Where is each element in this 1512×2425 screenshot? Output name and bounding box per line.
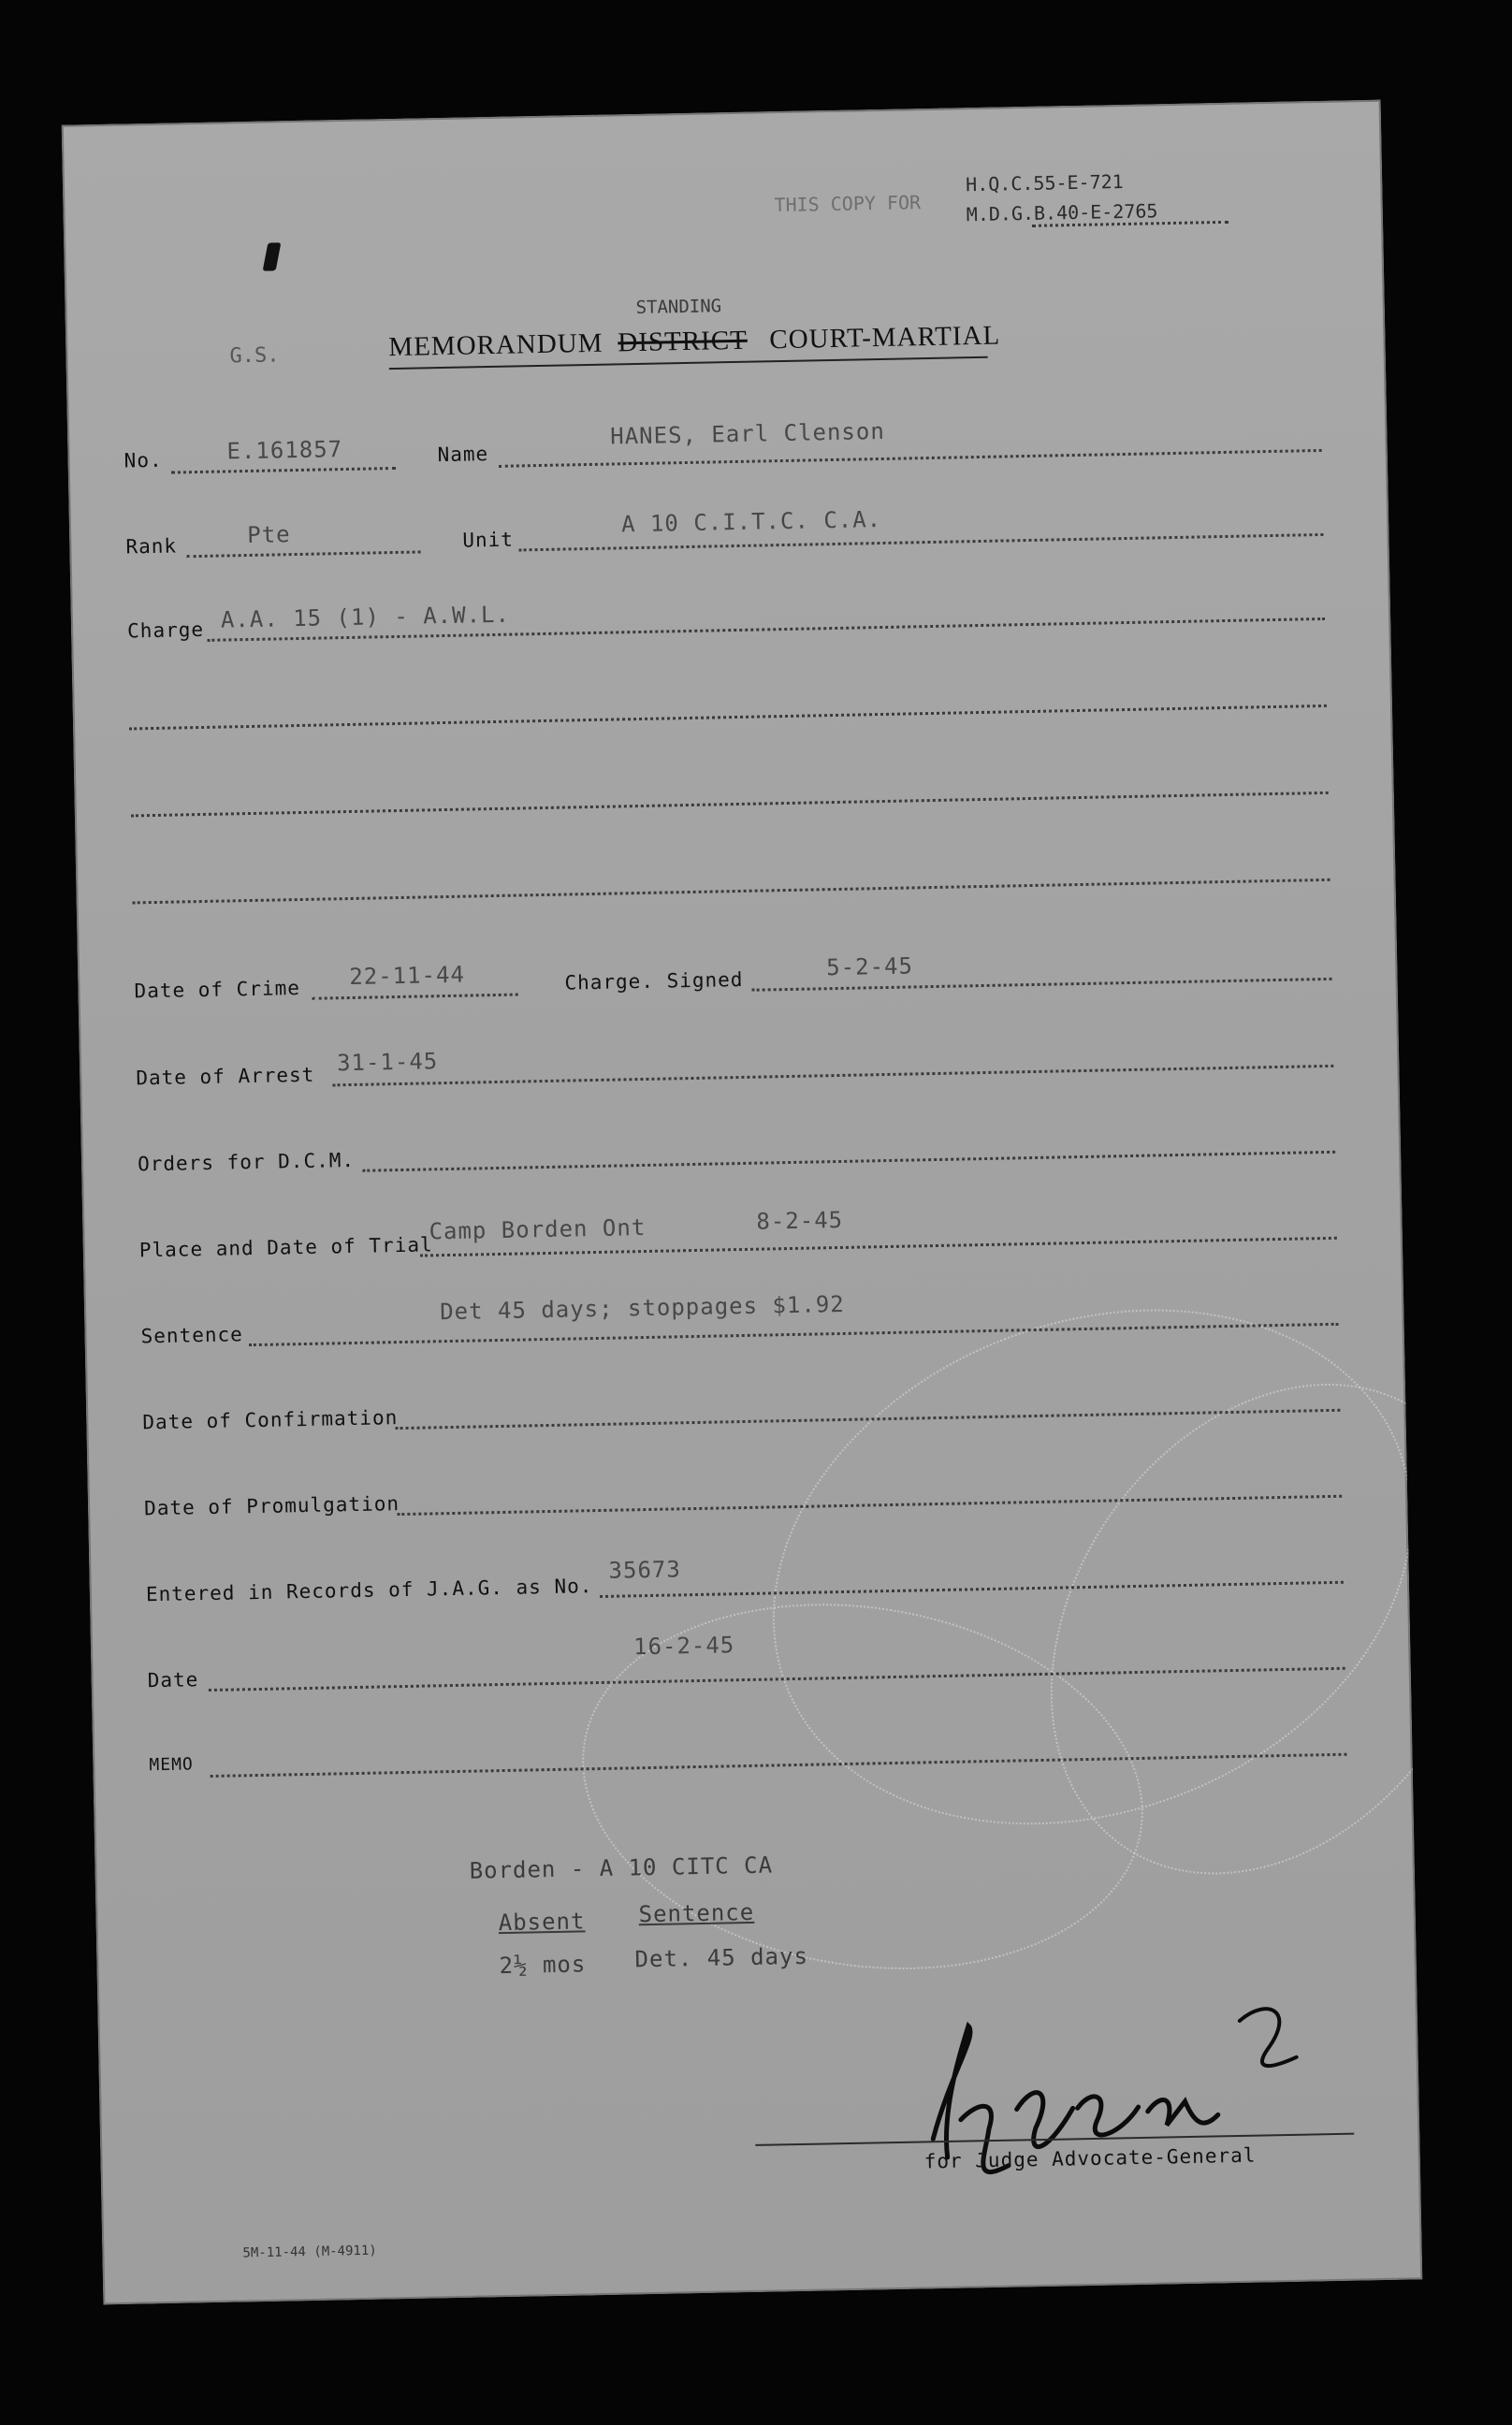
- no-rule: [171, 467, 396, 474]
- jag-record-number: 35673: [608, 1556, 682, 1584]
- name-rule: [499, 449, 1322, 468]
- trial-label: Place and Date of Trial: [138, 1233, 433, 1262]
- service-number: E.161857: [226, 436, 343, 465]
- rank-value: Pte: [246, 521, 291, 549]
- standing-overwrite: STANDING: [635, 296, 722, 318]
- memo-unit-note: Borden - A 10 CITC CA: [469, 1851, 774, 1884]
- memo-sentence-heading: Sentence: [638, 1898, 755, 1928]
- copy-for-label: THIS COPY FOR: [774, 191, 922, 217]
- orders-for-dcm-rule: [362, 1151, 1335, 1172]
- date-of-crime-label: Date of Crime: [134, 977, 301, 1003]
- signature-mark: [1301, 2007, 1304, 2011]
- gs-label: G.S.: [229, 343, 280, 369]
- date-of-confirmation-label: Date of Confirmation: [142, 1406, 399, 1434]
- charge-label: Charge: [126, 617, 205, 643]
- rank-rule: [187, 550, 421, 558]
- sentence-value: Det 45 days; stoppages $1.92: [439, 1290, 845, 1326]
- charge-signed-value: 5-2-45: [825, 952, 914, 981]
- charge-rule-2: [129, 704, 1327, 731]
- district-struck-word: DISTRICT: [618, 325, 749, 358]
- name-label: Name: [437, 443, 489, 467]
- memo-absent-value: 2½ mos: [499, 1951, 587, 1980]
- sentence-label: Sentence: [140, 1323, 244, 1348]
- hq-reference: H.Q.C.55-E-721: [965, 169, 1124, 196]
- trial-date: 8-2-45: [756, 1206, 844, 1235]
- date-of-arrest-rule: [332, 1065, 1333, 1087]
- orders-for-dcm-label: Orders for D.C.M.: [137, 1148, 356, 1176]
- memo-label: MEMO: [149, 1754, 194, 1776]
- charge-rule-3: [131, 791, 1329, 818]
- handwritten-signature: [893, 1991, 1327, 2205]
- unit-label: Unit: [462, 528, 515, 552]
- no-label: No.: [124, 448, 163, 472]
- date-of-arrest-label: Date of Arrest: [136, 1063, 315, 1090]
- charge-signed-label: Charge. Signed: [564, 967, 744, 995]
- memorandum-title: MEMORANDUM: [388, 327, 603, 363]
- rank-label: Rank: [125, 534, 178, 559]
- date-of-promulgation-label: Date of Promulgation: [143, 1492, 400, 1520]
- unit-value: A 10 C.I.T.C. C.A.: [620, 506, 882, 538]
- date-of-crime-value: 22-11-44: [349, 961, 466, 991]
- soldier-name: HANES, Earl Clenson: [609, 417, 886, 450]
- date-of-crime-rule: [313, 994, 518, 1000]
- charge-value: A.A. 15 (1) - A.W.L.: [220, 601, 511, 633]
- date-of-arrest-value: 31-1-45: [336, 1048, 439, 1077]
- jag-record-label: Entered in Records of J.A.G. as No.: [145, 1575, 593, 1606]
- charge-rule-4: [133, 879, 1330, 905]
- date-value: 16-2-45: [632, 1632, 735, 1661]
- md-reference: M.D.G.B.40-E-2765: [966, 199, 1158, 226]
- court-martial-title: COURT-MARTIAL: [769, 320, 1001, 356]
- trial-place: Camp Borden Ont: [429, 1213, 647, 1245]
- memo-absent-heading: Absent: [498, 1908, 586, 1937]
- memo-sentence-value: Det. 45 days: [634, 1942, 809, 1973]
- form-code: 5M-11-44 (M-4911): [242, 2243, 377, 2261]
- memorandum-sheet: [62, 100, 1422, 2305]
- handwritten-tick-mark: [263, 242, 282, 270]
- signature-caption: for Judge Advocate-General: [923, 2143, 1257, 2173]
- date-label: Date: [147, 1668, 199, 1692]
